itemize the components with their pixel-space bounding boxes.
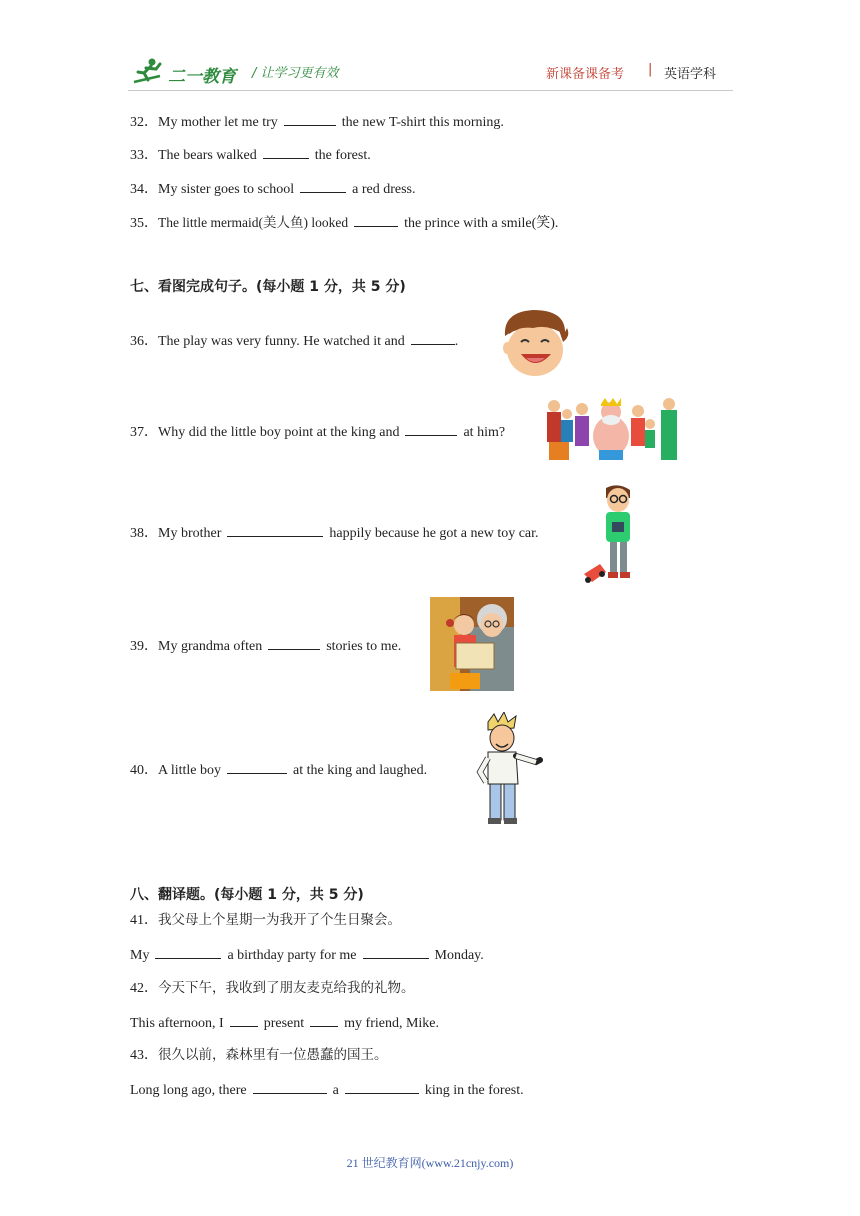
question-42-chinese: 42．今天下午，我收到了朋友麦克给我的礼物。 — [130, 980, 415, 996]
answer-blank[interactable] — [268, 637, 320, 650]
question-39: 39．My grandma often stories to me. — [130, 639, 402, 654]
grandma-reading-story-illustration — [430, 597, 514, 691]
header — [128, 54, 733, 90]
question-33: 33．The bears walked the forest. — [130, 148, 371, 163]
question-35: 35．The little mermaid(美人鱼) looked the prince with a smile(笑). — [130, 215, 559, 231]
answer-blank[interactable] — [345, 1081, 419, 1094]
question-40: 40．A little boy at the king and laughed. — [130, 763, 428, 778]
question-41-english: My a birthday party for me Monday. — [130, 948, 484, 963]
answer-blank[interactable] — [227, 524, 323, 537]
question-43-english: Long long ago, there a king in the forest. — [130, 1083, 524, 1098]
pointing-boy-illustration — [470, 712, 544, 826]
question-43-chinese: 43．很久以前，森林里有一位愚蠢的国王。 — [130, 1047, 388, 1063]
laughing-boy-illustration — [493, 306, 573, 378]
answer-blank[interactable] — [230, 1014, 258, 1027]
header-right-left: 新课备课备考 — [546, 67, 625, 82]
boy-with-toy-car-illustration — [580, 482, 640, 586]
question-32: 32．My mother let me try the new T-shirt this morning. — [130, 115, 504, 130]
header-divider: | — [648, 62, 653, 77]
crowd-laughing-at-king-illustration — [543, 396, 683, 464]
question-37: 37．Why did the little boy point at the king and at him? — [130, 425, 506, 440]
question-38: 38．My brother happily because he got a new toy car. — [130, 526, 539, 541]
question-36: 36．The play was very funny. He watched it and . — [130, 334, 459, 349]
answer-blank[interactable] — [155, 946, 221, 959]
answer-blank[interactable] — [405, 423, 457, 436]
question-34: 34．My sister goes to school a red dress. — [130, 182, 416, 197]
answer-blank[interactable] — [284, 113, 336, 126]
logo-text: 二一教育 — [168, 67, 236, 87]
footer-source: 21 世纪教育网(www.21cnjy.com) — [346, 1156, 514, 1170]
answer-blank[interactable] — [227, 761, 287, 774]
runner-logo-icon — [130, 56, 166, 88]
section-7-title: 七、看图完成句子。(每小题 1 分，共 5 分) — [130, 279, 406, 295]
answer-blank[interactable] — [263, 146, 309, 159]
header-right-right: 英语学科 — [664, 67, 717, 82]
answer-blank[interactable] — [363, 946, 429, 959]
answer-blank[interactable] — [253, 1081, 327, 1094]
question-41-chinese: 41．我父母上个星期一为我开了个生日聚会。 — [130, 912, 401, 928]
answer-blank[interactable] — [411, 332, 455, 345]
question-42-english: This afternoon, I present my friend, Mike. — [130, 1016, 440, 1031]
answer-blank[interactable] — [310, 1014, 338, 1027]
section-8-title: 八、翻译题。(每小题 1 分，共 5 分) — [130, 887, 364, 903]
header-divider-line — [128, 90, 733, 91]
slogan: / 让学习更有效 — [252, 66, 339, 81]
answer-blank[interactable] — [354, 214, 398, 227]
answer-blank[interactable] — [300, 180, 346, 193]
